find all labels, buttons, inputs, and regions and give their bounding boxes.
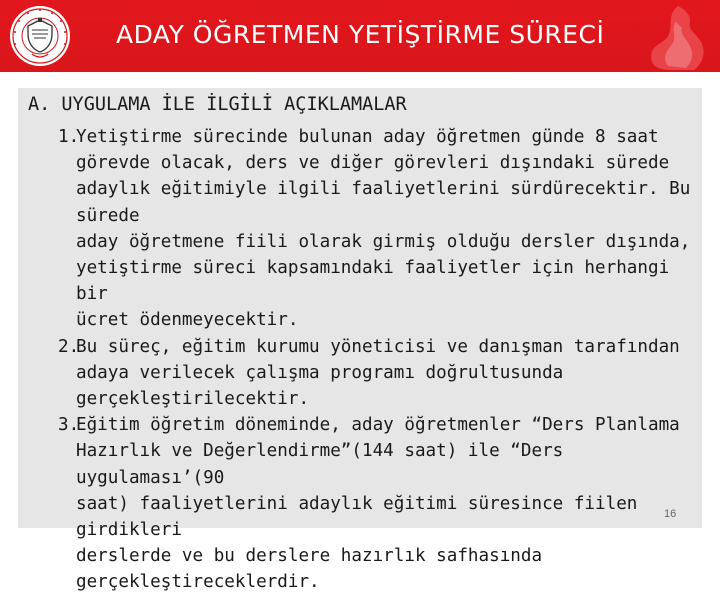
ministry-logo xyxy=(8,4,72,68)
list-item-text: Yetiştirme sürecinde bulunan aday öğretmen günde 8 saat görevde olacak, ders ve diğer görevleri dışındaki sürede adaylık eğitimiyle ilgili faaliyetlerini sürdürecektir. Bu sürede aday öğretmene fiili olarak girmiş olduğu dersler dışında, yetiştirme süreci kapsamındaki faaliyetler için herhangi bir ücret ödenmeyecektir. xyxy=(76,127,691,331)
header-bar xyxy=(0,0,720,72)
list-item-text: Bu süreç, eğitim kurumu yöneticisi ve danışman tarafından adaya verilecek çalışma programı doğrultusunda gerçekleştirilecektir. xyxy=(76,336,680,410)
list-item-number: 3. xyxy=(58,415,80,436)
list-item xyxy=(58,412,708,595)
list-item-text: Eğitim öğretim döneminde, aday öğretmenler “Ders Planlama Hazırlık ve Değerlendirme”(144 saat) ile “Ders uygulaması’(90 saat) faaliyetlerini adaylık eğitimi süresince fiilen girdikleri derslerde ve bu derslere hazırlık safhasında gerçekleştireceklerdir. xyxy=(76,415,680,593)
flame-decoration-icon xyxy=(618,4,708,70)
list-item-number: 2. xyxy=(58,336,80,357)
page-title: ADAY ÖĞRETMEN YETİŞTİRME SÜRECİ xyxy=(116,20,605,49)
list-item xyxy=(58,334,708,413)
numbered-list xyxy=(58,124,708,596)
list-item xyxy=(58,124,708,334)
list-item-number: 1. xyxy=(58,127,80,147)
page-number: 16 xyxy=(664,508,677,520)
section-heading: A. UYGULAMA İLE İLGİLİ AÇIKLAMALAR xyxy=(28,94,407,115)
